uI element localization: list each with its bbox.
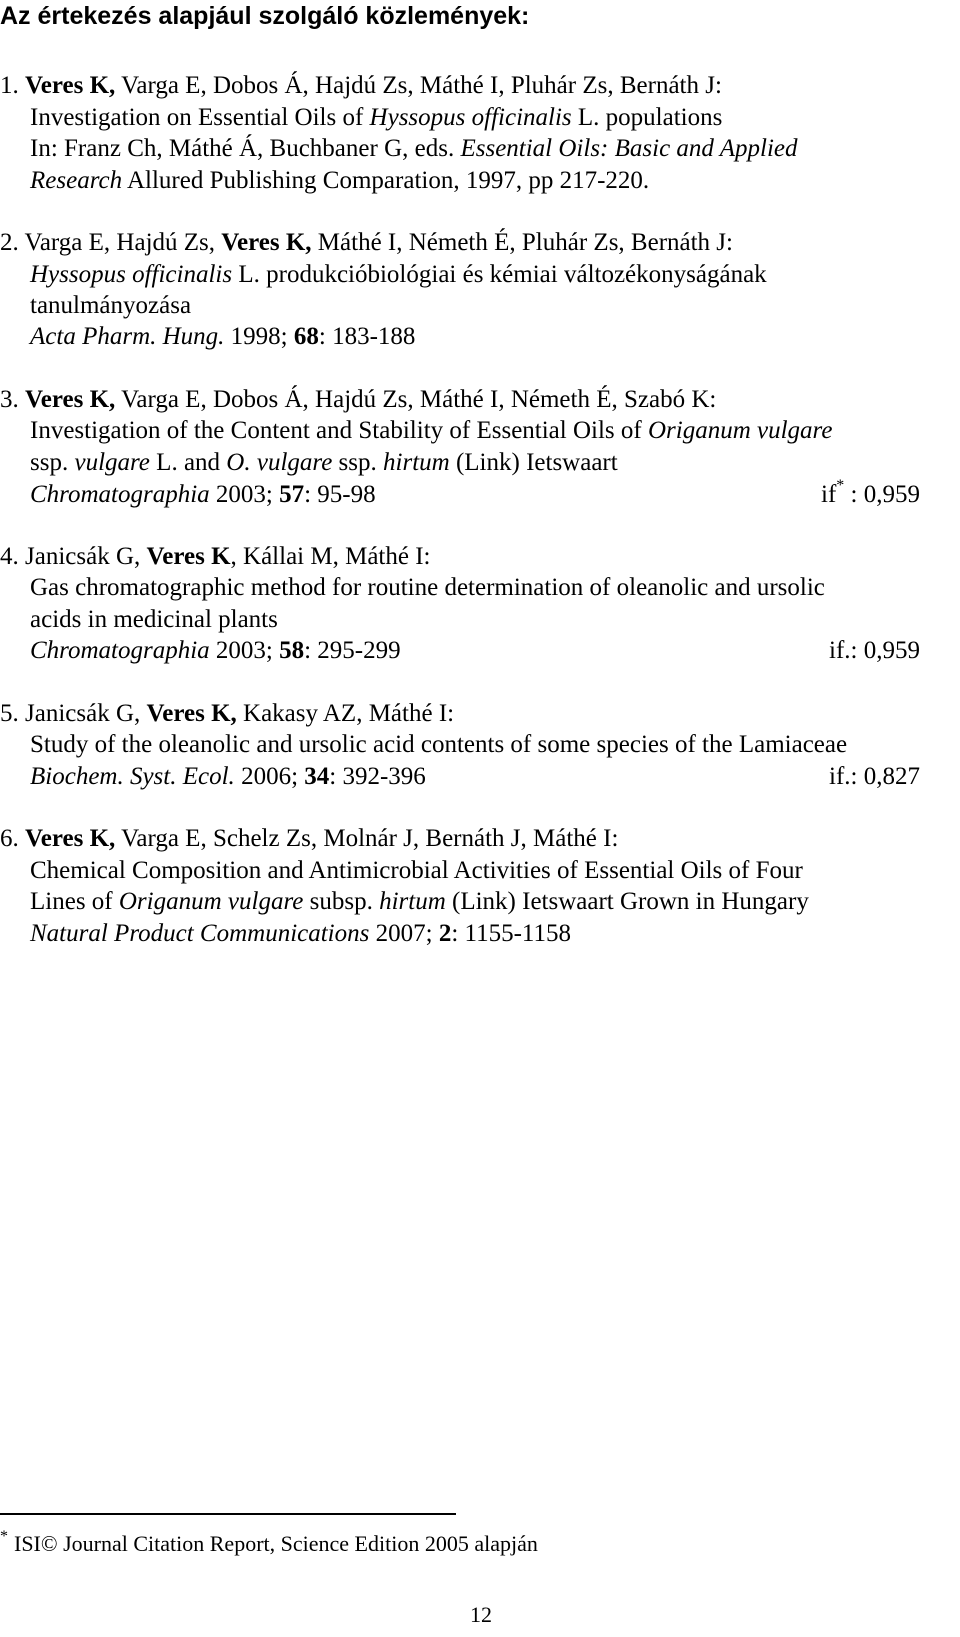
pub-6-title-cont: Lines of Origanum vulgare subsp. hirtum (Link) Ietswaart Grown in Hungary [30,888,809,915]
pub-number: 2. [0,229,19,256]
pub-2-title-cont: tanulmányozása [30,292,192,319]
author-highlight: Veres K, [25,825,116,852]
page-heading: Az értekezés alapjául szolgáló közlemények: [0,2,530,30]
pub-2-citation: Acta Pharm. Hung. 1998; 68: 183-188 [30,323,416,350]
page-number: 12 [470,1602,492,1627]
pub-3-citation: Chromatographia 2003; 57: 95-98 if* : 0,959 [30,477,920,508]
pub-4-citation: Chromatographia 2003; 58: 295-299 if.: 0,959 [30,637,920,664]
pub-number: 4. [0,543,19,570]
footnote-text: ISI© Journal Citation Report, Science Edition 2005 alapján [14,1531,538,1556]
pub-3-authors: 3. Veres K, Varga E, Dobos Á, Hajdú Zs, Máthé I, Németh É, Szabó K: [0,386,717,413]
author-highlight: Veres K, [146,700,237,727]
pub-4-title-cont: acids in medicinal plants [30,606,278,633]
pub-6-authors: 6. Veres K, Varga E, Schelz Zs, Molnár J, Bernáth J, Máthé I: [0,825,619,852]
pub-number: 5. [0,700,19,727]
pub-2-authors: 2. Varga E, Hajdú Zs, Veres K, Máthé I, Németh É, Pluhár Zs, Bernáth J: [0,229,733,256]
author-highlight: Veres K, [25,386,116,413]
author-highlight: Veres K, [25,72,116,99]
pub-1-authors: 1. Veres K, Varga E, Dobos Á, Hajdú Zs, Máthé I, Pluhár Zs, Bernáth J: [0,72,722,99]
impact-factor: if* : 0,959 [821,477,920,508]
pub-3-title: Investigation of the Content and Stability of Essential Oils of Origanum vulgare [30,417,833,444]
impact-factor: if.: 0,959 [829,637,920,664]
footnote-mark: * [0,1528,8,1545]
impact-factor: if.: 0,827 [829,763,920,790]
pub-5-citation: Biochem. Syst. Ecol. 2006; 34: 392-396 if.: 0,827 [30,763,920,790]
pub-2-title: Hyssopus officinalis L. produkcióbiológiai és kémiai változékonyságának [30,261,767,288]
pub-1-source: Research Allured Publishing Comparation, 1997, pp 217-220. [30,167,650,194]
pub-4-title: Gas chromatographic method for routine determination of oleanolic and ursolic [30,574,825,601]
pub-1-title: Investigation on Essential Oils of Hyssopus officinalis L. populations [30,104,723,131]
pub-6-title: Chemical Composition and Antimicrobial Activities of Essential Oils of Four [30,857,803,884]
pub-number: 3. [0,386,19,413]
footnote-divider [0,1513,456,1515]
pub-1-editors: In: Franz Ch, Máthé Á, Buchbaner G, eds. Essential Oils: Basic and Applied [30,135,798,162]
pub-3-title-cont: ssp. vulgare L. and O. vulgare ssp. hirtum (Link) Ietswaart [30,449,618,476]
pub-6-citation: Natural Product Communications 2007; 2: 1155-1158 [30,920,571,947]
author-highlight: Veres K, [221,229,312,256]
pub-5-title: Study of the oleanolic and ursolic acid contents of some species of the Lamiaceae [30,731,848,758]
pub-5-authors: 5. Janicsák G, Veres K, Kakasy AZ, Máthé I: [0,700,455,727]
pub-4-authors: 4. Janicsák G, Veres K, Kállai M, Máthé I: [0,543,431,570]
pub-number: 1. [0,72,19,99]
author-highlight: Veres K [146,543,231,570]
footnote [0,1530,538,1558]
pub-number: 6. [0,825,19,852]
